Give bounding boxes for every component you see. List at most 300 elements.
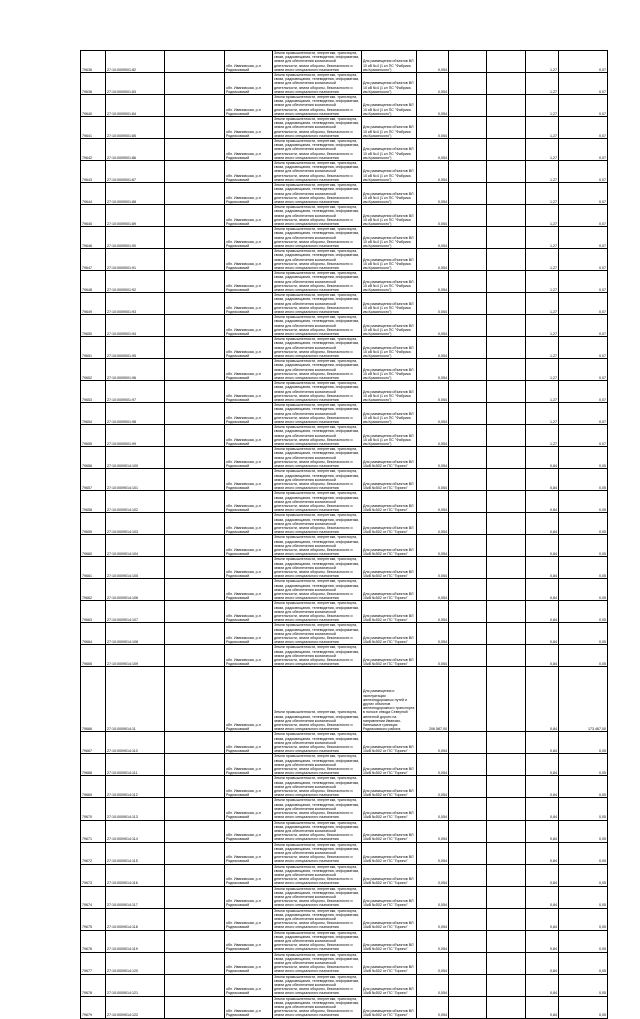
cell-amount: 0,07 [559, 139, 608, 161]
cell-land-category: Земли промышленности, энергетики, транспорта, связи, радиовещания, телевидения, информатики, земли для обеспечения космической деятельности, земли обороны, безопасности и земли иного специального назначения [273, 249, 362, 271]
cell-area: 0,054 [417, 952, 449, 974]
cell-empty [487, 996, 526, 1018]
cell-land-category: Земли промышленности, энергетики, транспорта, связи, радиовещания, телевидения, информатики, земли для обеспечения космической деятельности, земли обороны, безопасности и земли иного специального назначения [273, 425, 362, 447]
cell-area: 0,054 [417, 293, 449, 315]
cell-empty [487, 491, 526, 513]
cell-empty [165, 447, 225, 469]
cell-cadastral-number: 27:10:0009014:113 [106, 798, 165, 820]
cell-permitted-use: Для размещения объектов ВЛ 10 кВ №4 (1 кл ПС "Фабрика им.Красинского") [362, 161, 417, 183]
table-row [81, 952, 608, 974]
cell-area: 0,054 [417, 315, 449, 337]
cell-empty [449, 205, 487, 227]
cell-rate: 0,84 [526, 447, 559, 469]
cell-area: 0,054 [417, 161, 449, 183]
cell-rate: 1,27 [526, 183, 559, 205]
cell-permitted-use: Для размещения объектов ВЛ 10 кВ №4 (1 кл ПС "Фабрика им.Красинского") [362, 293, 417, 315]
cell-amount: 0,07 [559, 337, 608, 359]
cell-id: 79665 [81, 645, 106, 667]
cell-amount: 0,05 [559, 623, 608, 645]
cell-address: обл. Ивановская, р-н Родниковский [225, 535, 273, 557]
table-row [81, 161, 608, 183]
cell-empty [449, 601, 487, 623]
cell-address: обл. Ивановская, р-н Родниковский [225, 491, 273, 513]
cell-empty [449, 447, 487, 469]
cell-amount: 0,07 [559, 271, 608, 293]
cell-address: обл. Ивановская, р-н Родниковский [225, 601, 273, 623]
cell-land-category: Земли промышленности, энергетики, транспорта, связи, радиовещания, телевидения, информатики, земли для обеспечения космической деятельности, земли обороны, безопасности и земли иного специального назначения [273, 161, 362, 183]
cell-empty [449, 249, 487, 271]
cell-empty [165, 403, 225, 425]
cell-amount: 0,07 [559, 425, 608, 447]
cell-rate: 0,84 [526, 930, 559, 952]
cell-cadastral-number: 27:10:0009001:97 [106, 381, 165, 403]
cell-rate: 0,84 [526, 535, 559, 557]
cell-permitted-use: Для размещения объектов ВЛ 10кВ №502 от ПС "Горино" [362, 447, 417, 469]
cell-land-category: Земли промышленности, энергетики, транспорта, связи, радиовещания, телевидения, информатики, земли для обеспечения космической деятельности, земли обороны, безопасности и земли иного специального назначения [273, 337, 362, 359]
cell-permitted-use: Для размещения объектов ВЛ 10 кВ №4 (1 кл ПС "Фабрика им.Красинского") [362, 139, 417, 161]
cell-amount: 0,05 [559, 754, 608, 776]
cell-land-category: Земли промышленности, энергетики, транспорта, связи, радиовещания, телевидения, информатики, земли для обеспечения космической деятельности, земли обороны, безопасности и земли иного специального назначения [273, 754, 362, 776]
cell-amount: 0,07 [559, 227, 608, 249]
cell-empty [165, 73, 225, 95]
cell-cadastral-number: 27:10:0009014:11 [106, 667, 165, 732]
cell-area: 0,054 [417, 820, 449, 842]
cell-empty [165, 51, 225, 73]
table-row [81, 930, 608, 952]
cell-land-category: Земли промышленности, энергетики, транспорта, связи, радиовещания, телевидения, информатики, земли для обеспечения космической деятельности, земли обороны, безопасности и земли иного специального назначения [273, 667, 362, 732]
cell-rate: 0,84 [526, 667, 559, 732]
cell-land-category: Земли промышленности, энергетики, транспорта, связи, радиовещания, телевидения, информатики, земли для обеспечения космической деятельности, земли обороны, безопасности и земли иного специального назначения [273, 293, 362, 315]
cell-empty [449, 337, 487, 359]
cell-area: 0,054 [417, 754, 449, 776]
cell-address: обл. Ивановская, р-н Родниковский [225, 183, 273, 205]
cell-cadastral-number: 27:10:0009001:84 [106, 95, 165, 117]
cell-cadastral-number: 27:10:0009014:111 [106, 754, 165, 776]
cell-cadastral-number: 27:10:0009001:95 [106, 337, 165, 359]
cell-area: 0,054 [417, 513, 449, 535]
cell-permitted-use: Для размещения объектов ВЛ 10 кВ №4 (1 кл ПС "Фабрика им.Красинского") [362, 359, 417, 381]
cell-empty [487, 864, 526, 886]
cell-area: 206 587,00 [417, 667, 449, 732]
cell-rate: 0,84 [526, 952, 559, 974]
cell-id: 79661 [81, 557, 106, 579]
cell-empty [487, 227, 526, 249]
cell-area: 0,054 [417, 623, 449, 645]
cell-amount: 0,07 [559, 51, 608, 73]
cell-rate: 0,84 [526, 645, 559, 667]
cell-amount: 0,05 [559, 930, 608, 952]
cell-cadastral-number: 27:10:0009014:118 [106, 908, 165, 930]
cell-permitted-use: Для размещения объектов ВЛ 10кВ №502 от ПС "Горино" [362, 886, 417, 908]
cell-empty [449, 820, 487, 842]
cell-area: 0,054 [417, 359, 449, 381]
cell-permitted-use: Для размещения объектов ВЛ 10 кВ №4 (1 кл ПС "Фабрика им.Красинского") [362, 227, 417, 249]
cell-land-category: Земли промышленности, энергетики, транспорта, связи, радиовещания, телевидения, информатики, земли для обеспечения космической деятельности, земли обороны, безопасности и земли иного специального назначения [273, 51, 362, 73]
cell-id: 79642 [81, 139, 106, 161]
cell-empty [165, 601, 225, 623]
cell-id: 79675 [81, 908, 106, 930]
cell-empty [165, 579, 225, 601]
cell-land-category: Земли промышленности, энергетики, транспорта, связи, радиовещания, телевидения, информатики, земли для обеспечения космической деятельности, земли обороны, безопасности и земли иного специального назначения [273, 315, 362, 337]
cell-rate: 1,27 [526, 205, 559, 227]
cell-land-category: Земли промышленности, энергетики, транспорта, связи, радиовещания, телевидения, информатики, земли для обеспечения космической деятельности, земли обороны, безопасности и земли иного специального назначения [273, 974, 362, 996]
cell-cadastral-number: 27:10:0009014:105 [106, 557, 165, 579]
cell-area: 0,054 [417, 491, 449, 513]
cell-rate: 1,27 [526, 73, 559, 95]
cell-address: обл. Ивановская, р-н Родниковский [225, 205, 273, 227]
cell-land-category: Земли промышленности, энергетики, транспорта, связи, радиовещания, телевидения, информатики, земли для обеспечения космической деятельности, земли обороны, безопасности и земли иного специального назначения [273, 886, 362, 908]
cell-rate: 1,27 [526, 51, 559, 73]
cell-address: обл. Ивановская, р-н Родниковский [225, 51, 273, 73]
table-row [81, 271, 608, 293]
cell-empty [487, 557, 526, 579]
table-row [81, 227, 608, 249]
cell-permitted-use: Для размещения объектов ВЛ 10кВ №502 от ПС "Горино" [362, 864, 417, 886]
cell-area: 0,054 [417, 974, 449, 996]
cell-land-category: Земли промышленности, энергетики, транспорта, связи, радиовещания, телевидения, информатики, земли для обеспечения космической деятельности, земли обороны, безопасности и земли иного специального назначения [273, 183, 362, 205]
cell-rate: 0,84 [526, 513, 559, 535]
cell-rate: 1,27 [526, 117, 559, 139]
cell-address: обл. Ивановская, р-н Родниковский [225, 930, 273, 952]
cell-land-category: Земли промышленности, энергетики, транспорта, связи, радиовещания, телевидения, информатики, земли для обеспечения космической деятельности, земли обороны, безопасности и земли иного специального назначения [273, 513, 362, 535]
cell-cadastral-number: 27:10:0009014:110 [106, 732, 165, 754]
table-row [81, 469, 608, 491]
cell-empty [487, 513, 526, 535]
cell-address: обл. Ивановская, р-н Родниковский [225, 447, 273, 469]
table-row [81, 908, 608, 930]
cell-empty [165, 161, 225, 183]
cell-empty [449, 73, 487, 95]
table-row [81, 535, 608, 557]
cell-permitted-use: Для размещения объектов ВЛ 10 кВ №4 (1 кл ПС "Фабрика им.Красинского") [362, 271, 417, 293]
cell-land-category: Земли промышленности, энергетики, транспорта, связи, радиовещания, телевидения, информатики, земли для обеспечения космической деятельности, земли обороны, безопасности и земли иного специального назначения [273, 205, 362, 227]
cell-address: обл. Ивановская, р-н Родниковский [225, 908, 273, 930]
cell-cadastral-number: 27:10:0009014:103 [106, 513, 165, 535]
cell-empty [165, 491, 225, 513]
cell-amount: 0,05 [559, 908, 608, 930]
cell-id: 79651 [81, 337, 106, 359]
cell-cadastral-number: 27:10:0009001:83 [106, 73, 165, 95]
cell-cadastral-number: 27:10:0009001:87 [106, 161, 165, 183]
cell-land-category: Земли промышленности, энергетики, транспорта, связи, радиовещания, телевидения, информатики, земли для обеспечения космической деятельности, земли обороны, безопасности и земли иного специального назначения [273, 227, 362, 249]
cell-empty [165, 864, 225, 886]
cell-permitted-use: Для размещения объектов ВЛ 10 кВ №4 (1 кл ПС "Фабрика им.Красинского") [362, 51, 417, 73]
land-plots-table [80, 50, 608, 1019]
cell-address: обл. Ивановская, р-н Родниковский [225, 645, 273, 667]
cell-amount: 0,05 [559, 820, 608, 842]
cell-id: 79663 [81, 601, 106, 623]
cell-address: обл. Ивановская, р-н Родниковский [225, 315, 273, 337]
cell-empty [165, 381, 225, 403]
cell-permitted-use: Для размещения объектов ВЛ 10кВ №502 от ПС "Горино" [362, 842, 417, 864]
cell-area: 0,054 [417, 227, 449, 249]
cell-empty [487, 51, 526, 73]
table-row [81, 842, 608, 864]
cell-land-category: Земли промышленности, энергетики, транспорта, связи, радиовещания, телевидения, информатики, земли для обеспечения космической деятельности, земли обороны, безопасности и земли иного специального назначения [273, 535, 362, 557]
cell-cadastral-number: 27:10:0009001:98 [106, 403, 165, 425]
cell-address: обл. Ивановская, р-н Родниковский [225, 864, 273, 886]
cell-empty [449, 425, 487, 447]
cell-empty [449, 491, 487, 513]
cell-empty [487, 820, 526, 842]
cell-area: 0,054 [417, 51, 449, 73]
cell-empty [449, 359, 487, 381]
cell-address: обл. Ивановская, р-н Родниковский [225, 842, 273, 864]
cell-rate: 1,27 [526, 315, 559, 337]
cell-land-category: Земли промышленности, энергетики, транспорта, связи, радиовещания, телевидения, информатики, земли для обеспечения космической деятельности, земли обороны, безопасности и земли иного специального назначения [273, 908, 362, 930]
cell-cadastral-number: 27:10:0009014:114 [106, 820, 165, 842]
cell-address: обл. Ивановская, р-н Родниковский [225, 820, 273, 842]
cell-empty [487, 117, 526, 139]
cell-land-category: Земли промышленности, энергетики, транспорта, связи, радиовещания, телевидения, информатики, земли для обеспечения космической деятельности, земли обороны, безопасности и земли иного специального назначения [273, 820, 362, 842]
cell-cadastral-number: 27:10:0009014:122 [106, 996, 165, 1018]
cell-address: обл. Ивановская, р-н Родниковский [225, 952, 273, 974]
cell-empty [487, 667, 526, 732]
cell-permitted-use: Для размещения объектов ВЛ 10 кВ №4 (1 кл ПС "Фабрика им.Красинского") [362, 95, 417, 117]
cell-empty [165, 820, 225, 842]
cell-cadastral-number: 27:10:0009001:89 [106, 205, 165, 227]
cell-id: 79648 [81, 271, 106, 293]
cell-empty [487, 754, 526, 776]
cell-empty [449, 667, 487, 732]
cell-cadastral-number: 27:10:0009014:104 [106, 535, 165, 557]
cell-permitted-use: Для размещения объектов ВЛ 10кВ №502 от ПС "Горино" [362, 732, 417, 754]
table-row [81, 117, 608, 139]
table-row [81, 403, 608, 425]
cell-area: 0,054 [417, 447, 449, 469]
cell-area: 0,054 [417, 996, 449, 1018]
cell-amount: 0,05 [559, 974, 608, 996]
cell-id: 79672 [81, 842, 106, 864]
cell-address: обл. Ивановская, р-н Родниковский [225, 293, 273, 315]
cell-area: 0,054 [417, 864, 449, 886]
cell-cadastral-number: 27:10:0009014:100 [106, 447, 165, 469]
table-row [81, 205, 608, 227]
cell-empty [449, 51, 487, 73]
cell-land-category: Земли промышленности, энергетики, транспорта, связи, радиовещания, телевидения, информатики, земли для обеспечения космической деятельности, земли обороны, безопасности и земли иного специального назначения [273, 117, 362, 139]
cell-cadastral-number: 27:10:0009001:91 [106, 249, 165, 271]
cell-address: обл. Ивановская, р-н Родниковский [225, 249, 273, 271]
cell-address: обл. Ивановская, р-н Родниковский [225, 754, 273, 776]
document-page [80, 50, 606, 1019]
cell-id: 79657 [81, 469, 106, 491]
cell-land-category: Земли промышленности, энергетики, транспорта, связи, радиовещания, телевидения, информатики, земли для обеспечения космической деятельности, земли обороны, безопасности и земли иного специального назначения [273, 491, 362, 513]
cell-rate: 0,84 [526, 820, 559, 842]
cell-empty [487, 469, 526, 491]
cell-area: 0,054 [417, 117, 449, 139]
cell-empty [487, 293, 526, 315]
cell-id: 79643 [81, 161, 106, 183]
cell-address: обл. Ивановская, р-н Родниковский [225, 798, 273, 820]
cell-area: 0,054 [417, 337, 449, 359]
cell-area: 0,054 [417, 557, 449, 579]
cell-address: обл. Ивановская, р-н Родниковский [225, 337, 273, 359]
table-row [81, 139, 608, 161]
cell-id: 79676 [81, 930, 106, 952]
cell-id: 79662 [81, 579, 106, 601]
cell-address: обл. Ивановская, р-н Родниковский [225, 381, 273, 403]
cell-empty [165, 227, 225, 249]
cell-id: 79659 [81, 513, 106, 535]
cell-id: 79636 [81, 51, 106, 73]
cell-empty [449, 117, 487, 139]
cell-id: 79664 [81, 623, 106, 645]
cell-address: обл. Ивановская, р-н Родниковский [225, 974, 273, 996]
cell-empty [165, 930, 225, 952]
cell-rate: 0,84 [526, 579, 559, 601]
cell-empty [449, 623, 487, 645]
cell-permitted-use: Для размещения объектов ВЛ 10кВ №502 от ПС "Горино" [362, 579, 417, 601]
cell-permitted-use: Для размещения объектов ВЛ 10кВ №502 от ПС "Горино" [362, 820, 417, 842]
cell-amount: 0,05 [559, 513, 608, 535]
cell-empty [487, 645, 526, 667]
cell-empty [449, 645, 487, 667]
cell-empty [165, 513, 225, 535]
cell-permitted-use: Для размещения объектов ВЛ 10кВ №502 от ПС "Горино" [362, 974, 417, 996]
cell-rate: 0,84 [526, 996, 559, 1018]
cell-rate: 1,27 [526, 139, 559, 161]
cell-permitted-use: Для размещения объектов ВЛ 10 кВ №4 (1 кл ПС "Фабрика им.Красинского") [362, 315, 417, 337]
cell-cadastral-number: 27:10:0009014:101 [106, 469, 165, 491]
cell-id: 79674 [81, 886, 106, 908]
cell-land-category: Земли промышленности, энергетики, транспорта, связи, радиовещания, телевидения, информатики, земли для обеспечения космической деятельности, земли обороны, безопасности и земли иного специального назначения [273, 732, 362, 754]
cell-address: обл. Ивановская, р-н Родниковский [225, 359, 273, 381]
cell-empty [449, 513, 487, 535]
table-row [81, 601, 608, 623]
cell-empty [487, 623, 526, 645]
cell-empty [449, 183, 487, 205]
cell-area: 0,054 [417, 205, 449, 227]
cell-amount: 0,07 [559, 205, 608, 227]
cell-permitted-use: Для размещения объектов ВЛ 10кВ №502 от ПС "Горино" [362, 469, 417, 491]
cell-address: обл. Ивановская, р-н Родниковский [225, 776, 273, 798]
cell-address: обл. Ивановская, р-н Родниковский [225, 623, 273, 645]
cell-cadastral-number: 27:10:0009001:86 [106, 139, 165, 161]
cell-id: 79679 [81, 996, 106, 1018]
cell-address: обл. Ивановская, р-н Родниковский [225, 557, 273, 579]
cell-amount: 0,05 [559, 557, 608, 579]
cell-amount: 0,05 [559, 447, 608, 469]
cell-empty [449, 798, 487, 820]
cell-id: 79671 [81, 820, 106, 842]
cell-address: обл. Ивановская, р-н Родниковский [225, 996, 273, 1018]
cell-amount: 0,05 [559, 645, 608, 667]
cell-empty [165, 667, 225, 732]
cell-amount: 0,07 [559, 183, 608, 205]
cell-empty [449, 469, 487, 491]
cell-amount: 0,05 [559, 579, 608, 601]
cell-address: обл. Ивановская, р-н Родниковский [225, 732, 273, 754]
cell-address: обл. Ивановская, р-н Родниковский [225, 161, 273, 183]
cell-permitted-use: Для размещения объектов ВЛ 10кВ №502 от ПС "Горино" [362, 952, 417, 974]
cell-empty [487, 535, 526, 557]
cell-empty [165, 776, 225, 798]
cell-permitted-use: Для размещения объектов ВЛ 10кВ №502 от ПС "Горино" [362, 623, 417, 645]
cell-permitted-use: Для размещения объектов ВЛ 10кВ №502 от ПС "Горино" [362, 491, 417, 513]
cell-land-category: Земли промышленности, энергетики, транспорта, связи, радиовещания, телевидения, информатики, земли для обеспечения космической деятельности, земли обороны, безопасности и земли иного специального назначения [273, 139, 362, 161]
cell-permitted-use: Для размещения объектов ВЛ 10 кВ №4 (1 кл ПС "Фабрика им.Красинского") [362, 205, 417, 227]
cell-cadastral-number: 27:10:0009014:121 [106, 974, 165, 996]
table-row [81, 491, 608, 513]
cell-empty [165, 95, 225, 117]
cell-empty [165, 469, 225, 491]
cell-area: 0,054 [417, 425, 449, 447]
cell-rate: 1,27 [526, 381, 559, 403]
cell-id: 79655 [81, 425, 106, 447]
table-row [81, 996, 608, 1018]
cell-cadastral-number: 27:10:0009001:93 [106, 293, 165, 315]
cell-amount: 0,07 [559, 359, 608, 381]
cell-area: 0,054 [417, 601, 449, 623]
cell-empty [487, 183, 526, 205]
cell-amount: 0,07 [559, 161, 608, 183]
cell-empty [165, 645, 225, 667]
cell-empty [165, 315, 225, 337]
cell-land-category: Земли промышленности, энергетики, транспорта, связи, радиовещания, телевидения, информатики, земли для обеспечения космической деятельности, земли обороны, безопасности и земли иного специального назначения [273, 271, 362, 293]
cell-rate: 0,84 [526, 864, 559, 886]
cell-permitted-use: Для размещения объектов ВЛ 10кВ №502 от ПС "Горино" [362, 996, 417, 1018]
cell-permitted-use: Для размещения объектов ВЛ 10 кВ №4 (1 кл ПС "Фабрика им.Красинского") [362, 183, 417, 205]
cell-empty [487, 908, 526, 930]
cell-empty [449, 315, 487, 337]
cell-id: 79638 [81, 73, 106, 95]
cell-permitted-use: Для размещения объектов ВЛ 10кВ №502 от ПС "Горино" [362, 645, 417, 667]
cell-amount: 0,05 [559, 491, 608, 513]
table-row [81, 73, 608, 95]
cell-rate: 1,27 [526, 293, 559, 315]
cell-cadastral-number: 27:10:0009014:102 [106, 491, 165, 513]
cell-amount: 0,05 [559, 864, 608, 886]
cell-area: 0,054 [417, 183, 449, 205]
cell-area: 0,054 [417, 271, 449, 293]
cell-land-category: Земли промышленности, энергетики, транспорта, связи, радиовещания, телевидения, информатики, земли для обеспечения космической деятельности, земли обороны, безопасности и земли иного специального назначения [273, 381, 362, 403]
cell-area: 0,054 [417, 139, 449, 161]
cell-land-category: Земли промышленности, энергетики, транспорта, связи, радиовещания, телевидения, информатики, земли для обеспечения космической деятельности, земли обороны, безопасности и земли иного специального назначения [273, 95, 362, 117]
cell-cadastral-number: 27:10:0009014:120 [106, 952, 165, 974]
cell-empty [165, 557, 225, 579]
cell-empty [165, 139, 225, 161]
cell-address: обл. Ивановская, р-н Родниковский [225, 139, 273, 161]
cell-address: обл. Ивановская, р-н Родниковский [225, 579, 273, 601]
table-row [81, 315, 608, 337]
cell-rate: 1,27 [526, 227, 559, 249]
cell-rate: 0,84 [526, 732, 559, 754]
cell-land-category: Земли промышленности, энергетики, транспорта, связи, радиовещания, телевидения, информатики, земли для обеспечения космической деятельности, земли обороны, безопасности и земли иного специального назначения [273, 359, 362, 381]
cell-empty [449, 864, 487, 886]
cell-area: 0,054 [417, 776, 449, 798]
cell-id: 79656 [81, 447, 106, 469]
cell-empty [165, 293, 225, 315]
cell-land-category: Земли промышленности, энергетики, транспорта, связи, радиовещания, телевидения, информатики, земли для обеспечения космической деятельности, земли обороны, безопасности и земли иного специального назначения [273, 73, 362, 95]
cell-cadastral-number: 27:10:0009001:99 [106, 425, 165, 447]
cell-rate: 1,27 [526, 403, 559, 425]
cell-rate: 1,27 [526, 425, 559, 447]
cell-area: 0,054 [417, 645, 449, 667]
table-row [81, 381, 608, 403]
cell-amount: 0,05 [559, 601, 608, 623]
cell-empty [487, 842, 526, 864]
cell-address: обл. Ивановская, р-н Родниковский [225, 73, 273, 95]
cell-amount: 0,05 [559, 996, 608, 1018]
cell-permitted-use: Для размещения объектов ВЛ 10 кВ №4 (1 кл ПС "Фабрика им.Красинского") [362, 403, 417, 425]
cell-id: 79649 [81, 293, 106, 315]
cell-cadastral-number: 27:10:0009014:116 [106, 864, 165, 886]
cell-area: 0,054 [417, 732, 449, 754]
cell-rate: 0,84 [526, 886, 559, 908]
table-row [81, 425, 608, 447]
cell-rate: 0,84 [526, 776, 559, 798]
table-row [81, 51, 608, 73]
